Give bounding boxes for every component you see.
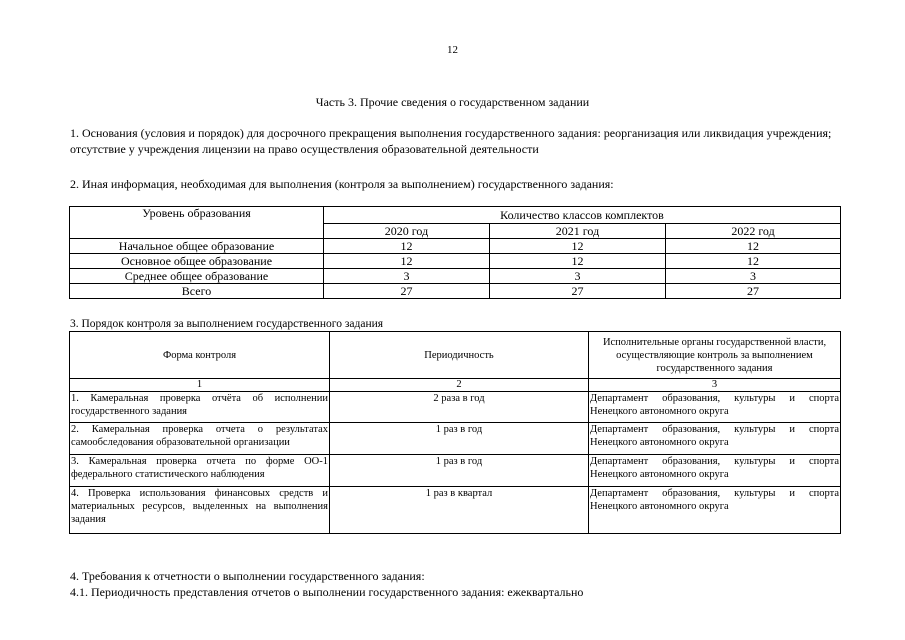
periodicity-cell: 2 раза в год bbox=[330, 392, 589, 423]
control-table bbox=[69, 331, 841, 534]
header-count: Количество классов комплектов bbox=[324, 207, 841, 224]
table-row bbox=[70, 254, 841, 269]
authority-cell: Департамент образования, культуры и спорта Ненецкого автономного округа bbox=[589, 423, 841, 455]
value-cell: 12 bbox=[324, 254, 490, 269]
section-1-text: 1. Основания (условия и порядок) для досрочного прекращения выполнения государственного задания: реорганизация или ликвидация учреждения; отсутствие у учреждения лицензии на право осуществления образовательной деятельности bbox=[70, 126, 832, 156]
control-form-cell: 4. Проверка использования финансовых средств и материальных ресурсов, выделенных на выполнения задания bbox=[70, 487, 330, 534]
value-cell: 12 bbox=[490, 239, 666, 254]
section-4-1-text: 4.1. Периодичность представления отчетов о выполнении государственного задания: ежеквартально bbox=[70, 585, 584, 599]
column-number: 2 bbox=[330, 379, 589, 392]
value-cell: 27 bbox=[666, 284, 841, 299]
header-form: Форма контроля bbox=[70, 332, 330, 379]
section-3-text: 3. Порядок контроля за выполнением государственного задания bbox=[70, 318, 384, 330]
value-cell: 3 bbox=[490, 269, 666, 284]
header-level: Уровень образования bbox=[70, 207, 324, 239]
level-cell: Основное общее образование bbox=[70, 254, 324, 269]
table-row bbox=[70, 487, 841, 534]
level-cell: Среднее общее образование bbox=[70, 269, 324, 284]
authority-cell: Департамент образования, культуры и спорта Ненецкого автономного округа bbox=[589, 487, 841, 534]
table-row bbox=[70, 239, 841, 254]
value-cell: 3 bbox=[324, 269, 490, 284]
value-cell: 3 bbox=[666, 269, 841, 284]
control-form-cell: 2. Камеральная проверка отчета о результатах самообследования образовательной организации bbox=[70, 423, 330, 455]
table-row-total bbox=[70, 284, 841, 299]
page-number: 12 bbox=[447, 44, 458, 56]
authority-cell: Департамент образования, культуры и спорта Ненецкого автономного округа bbox=[589, 455, 841, 487]
header-org: Исполнительные органы государственной власти, осуществляющие контроль за выполнением государственного задания bbox=[589, 332, 841, 379]
periodicity-cell: 1 раз в год bbox=[330, 423, 589, 455]
header-period: Периодичность bbox=[330, 332, 589, 379]
periodicity-cell: 1 раз в год bbox=[330, 455, 589, 487]
header-year: 2020 год bbox=[324, 224, 490, 239]
header-year: 2021 год bbox=[490, 224, 666, 239]
part-title: Часть 3. Прочие сведения о государственном задании bbox=[315, 95, 590, 109]
section-2-text: 2. Иная информация, необходимая для выполнения (контроля за выполнением) государственного задания: bbox=[70, 177, 614, 191]
level-cell: Всего bbox=[70, 284, 324, 299]
value-cell: 27 bbox=[324, 284, 490, 299]
table-row bbox=[70, 269, 841, 284]
value-cell: 12 bbox=[666, 239, 841, 254]
classes-table bbox=[69, 206, 841, 299]
header-year: 2022 год bbox=[666, 224, 841, 239]
section-4-text: 4. Требования к отчетности о выполнении государственного задания: bbox=[70, 569, 425, 583]
value-cell: 27 bbox=[490, 284, 666, 299]
level-cell: Начальное общее образование bbox=[70, 239, 324, 254]
value-cell: 12 bbox=[324, 239, 490, 254]
column-number: 1 bbox=[70, 379, 330, 392]
table-row bbox=[70, 392, 841, 423]
table-row bbox=[70, 423, 841, 455]
table-row bbox=[70, 455, 841, 487]
column-number: 3 bbox=[589, 379, 841, 392]
authority-cell: Департамент образования, культуры и спорта Ненецкого автономного округа bbox=[589, 392, 841, 423]
value-cell: 12 bbox=[666, 254, 841, 269]
control-form-cell: 1. Камеральная проверка отчёта об исполнении государственного задания bbox=[70, 392, 330, 423]
control-form-cell: 3. Камеральная проверка отчета по форме ОО-1 федерального статистического наблюдения bbox=[70, 455, 330, 487]
periodicity-cell: 1 раз в квартал bbox=[330, 487, 589, 534]
value-cell: 12 bbox=[490, 254, 666, 269]
